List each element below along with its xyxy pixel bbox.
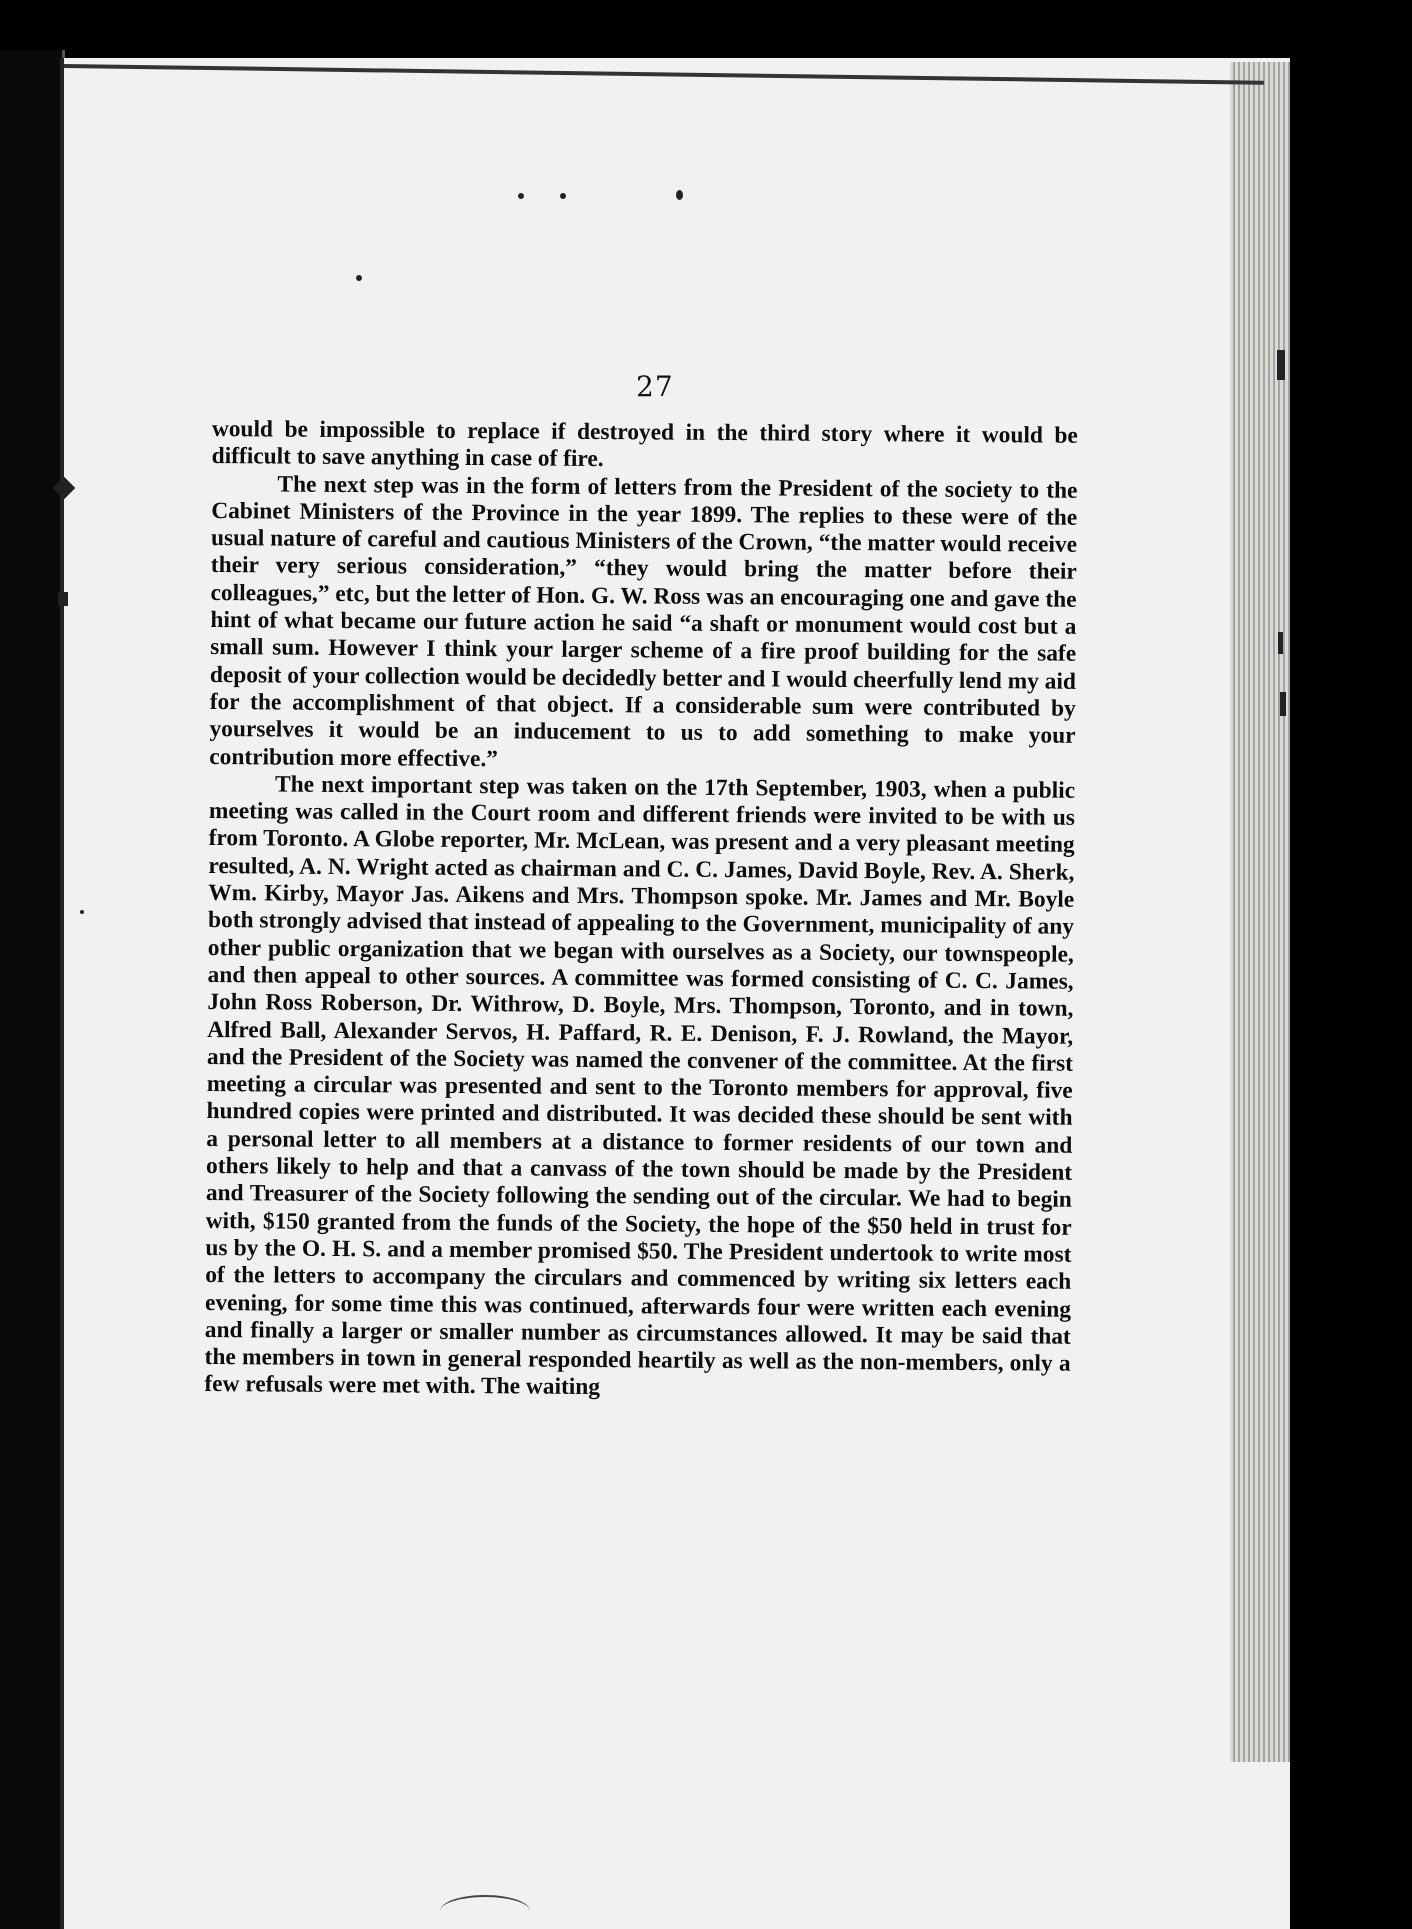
speck-dot	[676, 190, 683, 200]
speck-dot	[560, 193, 566, 199]
speck-dot	[518, 193, 524, 199]
page-stack-edges	[1230, 62, 1290, 1762]
speck-dot	[80, 910, 84, 914]
binding-mark	[1280, 692, 1286, 716]
binding-mark	[1278, 632, 1283, 654]
paragraph: The next step was in the form of letters from the President of the society to the Cabinet Ministers of the Province in the year 1899. The replies to these were of the usual nature of careful and cautious Ministers of the Crown, “the matter would receive their very serious consideration,” “they would bring the matter before their colleagues,” etc, but the letter of Hon. G. W. Ross was an encouraging one and gave the hint of what became our future action he said “a shaft or monument would cost but a small sum. However I think your larger scheme of a fire proof building for the safe deposit of your collection would be decidedly better and I would cheerfully lend my aid for the accomplishment of that object. If a considerable sum were contributed by yourselves it would be an inducement to us to add something to make your contribution more effective.”	[209, 471, 1078, 772]
page-number: 27	[636, 370, 674, 403]
paragraph: The next important step was taken on the 17th September, 1903, when a public meeting was called in the Court room and different friends were invited to be with us from Toronto. A Globe reporter, Mr. McLean, was present and a very pleasant meeting resulted, A. N. Wright acted as chairman and C. C. James, David Boyle, Rev. A. Sherk, Wm. Kirby, Mayor Jas. Aikens and Mrs. Thompson spoke. Mr. James and Mr. Boyle both strongly advised that instead of appealing to the Government, municipality of any other public organization that we began with ourselves as a Society, our townspeople, and then appeal to other sources. A committee was formed consisting of C. C. James, John Ross Roberson, Dr. Withrow, D. Boyle, Mrs. Thompson, Toronto, and in town, Alfred Ball, Alexander Servos, H. Paffard, R. E. Denison, F. J. Rowland, the Mayor, and the President of the Society was named the convener of the committee. At the first meeting a circular was presented and sent to the Toronto members for approval, five hundred copies were printed and distributed. It was decided these should be sent with a personal letter to all members at a distance to former residents of our town and others likely to help and that a canvass of the town should be made by the President and Treasurer of the Society following the sending out of the circular. We had to begin with, $150 granted from the funds of the Society, the hope of the $50 held in trust for us by the O. H. S. and a member promised $50. The President undertook to write most of the letters to accompany the circulars and commenced by writing six letters each evening, for some time this was continued, afterwards four were written each evening and finally a larger or smaller number as circumstances allowed. It may be said that the members in town in general responded heartily as well as the non-members, only a few refusals were met with. The waiting	[204, 771, 1076, 1401]
binding-mark	[58, 592, 68, 606]
binding-mark	[1277, 350, 1285, 380]
paragraph: would be impossible to replace if destroyed in the third story where it would be difficult to save anything in case of fire.	[211, 416, 1078, 473]
body-text	[204, 416, 1078, 1405]
left-page-edge	[0, 50, 65, 1929]
speck-dot	[356, 275, 362, 281]
scan-scratch-mark	[440, 1895, 530, 1927]
